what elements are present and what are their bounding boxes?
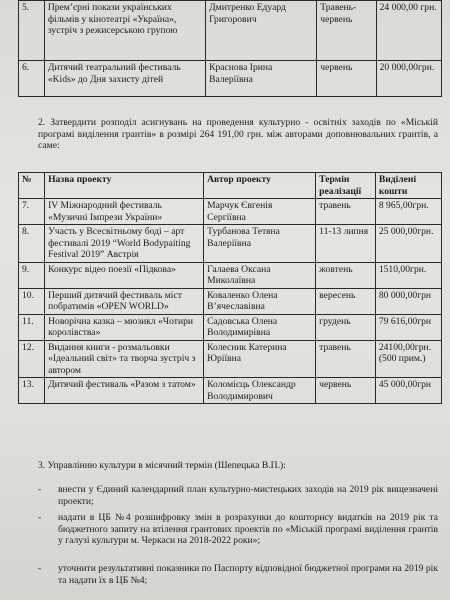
project-term: Травень-червень (317, 1, 376, 61)
header-author: Автор проекту (204, 173, 316, 199)
bullet-dash: - (38, 563, 42, 574)
project-author: Турбанова Тетяна Валеріївна (204, 225, 316, 263)
project-name: Конкурс відео поезії «Підкова» (45, 262, 204, 288)
project-author: Садовська Олена Володимирівна (204, 314, 316, 340)
row-number: 8. (19, 225, 45, 263)
row-number: 7. (19, 199, 45, 225)
section-3-bullet: уточнити результативні показники по Паспорту відповідної бюджетної програми на 2019 рік та надати їх в ЦБ №4; (58, 563, 438, 586)
additional-grants-table (18, 172, 442, 404)
table-row (19, 378, 442, 404)
bullet-dash: - (38, 484, 42, 495)
header-project-name: Назва проекту (45, 173, 204, 199)
project-term: 11-13 липня (316, 225, 376, 263)
project-term: грудень (316, 314, 376, 340)
project-amount: 8 965,00грн. (375, 199, 441, 225)
project-amount: 45 000,00грн (375, 378, 441, 404)
table-row (19, 199, 442, 225)
section-3-bullet: надати в ЦБ №4 розшифровку змін в розрахунки до кошторису видатків на 2019 рік та бюджетного запиту на втілення грантових проектів по «Міській програмі виділення грантів у галузі культури м. Черкаси на 2018-2022 роки»; (58, 512, 438, 546)
project-term: червень (317, 61, 376, 97)
project-author: Колесник Катерина Юріївна (204, 340, 316, 378)
table-row (19, 262, 442, 288)
project-amount: 20 000,00грн. (376, 61, 441, 97)
table-row (19, 340, 442, 378)
project-term: червень (316, 378, 376, 404)
section-3-text: 3. Управлінню культури в місячний термін (Шепецька В.П.): (38, 460, 286, 471)
header-amount: Виділені кошти (375, 173, 441, 199)
project-author: Краснова Ірина Валеріївна (206, 61, 317, 97)
header-term: Термін реалізації (316, 173, 376, 199)
row-number: 12. (19, 340, 45, 378)
project-name: Дитячий театральний фестиваль «Kids» до Дня захисту дітей (44, 61, 205, 97)
table-row (19, 61, 442, 97)
table-row (19, 225, 442, 263)
project-amount: 79 616,00грн (375, 314, 441, 340)
row-number: 11. (19, 314, 45, 340)
project-name: Новорічна казка – мюзикл «Чотири королівства» (45, 314, 204, 340)
project-name: ІV Міжнародний фестиваль «Музичні Імпрези України» (45, 199, 204, 225)
project-term: вересень (316, 288, 376, 314)
table-row (19, 1, 442, 61)
project-amount: 24 000,00 грн. (376, 1, 441, 61)
section-3-bullet: внести у Єдиний календарний план культурно-мистецьких заходів на 2019 рік вищезначені проекти; (58, 484, 438, 507)
project-author: Галаева Оксана Миколаївна (204, 262, 316, 288)
project-author: Коломієць Олександр Володимирович (204, 378, 316, 404)
project-amount: 25 000,00грн. (375, 225, 441, 263)
table-header-row (19, 173, 442, 199)
bullet-dash: - (38, 512, 42, 523)
project-author: Коваленко Олена В’ячеславівна (204, 288, 316, 314)
header-number: № (19, 173, 45, 199)
project-amount: 80 000,00грн (375, 288, 441, 314)
grants-table-continued (18, 0, 442, 97)
row-number: 9. (19, 262, 45, 288)
project-name: Дитячий фестиваль «Разом з татом» (45, 378, 204, 404)
project-author: Дмитренко Едуард Григорович (206, 1, 317, 61)
project-term: жовтень (316, 262, 376, 288)
table-row (19, 288, 442, 314)
project-term: травень (316, 199, 376, 225)
project-amount: 1510,00грн. (375, 262, 441, 288)
project-name: Прем’єрні покази українських фільмів у кінотеатрі «Україна», зустріч з режисерською групою (44, 1, 205, 61)
row-number: 10. (19, 288, 45, 314)
project-amount: 24100,00грн. (500 прим.) (375, 340, 441, 378)
project-author: Марчук Євгенія Сергіївна (204, 199, 316, 225)
project-name: Участь у Всесвітньому боді – арт фестивалі 2019 “World Bodypaiting Festival 2019” Австрія (45, 225, 204, 263)
project-name: Перший дитячий фестиваль міст побратимів «OPEN WORLD» (45, 288, 204, 314)
section-2-text: 2. Затвердити розподіл асигнувань на проведення культурно - освітніх заходів по «Міській програмі виділення грантів» в розмірі 264 191,00 грн. між авторами доповнювальних грантів, а саме: (38, 117, 438, 151)
row-number: 13. (19, 378, 45, 404)
row-number: 6. (19, 61, 45, 97)
project-term: травень (316, 340, 376, 378)
row-number: 5. (19, 1, 45, 61)
table-row (19, 314, 442, 340)
project-name: Видання книги - розмальовки «Ідеальний світ» та творча зустріч з автором (45, 340, 204, 378)
